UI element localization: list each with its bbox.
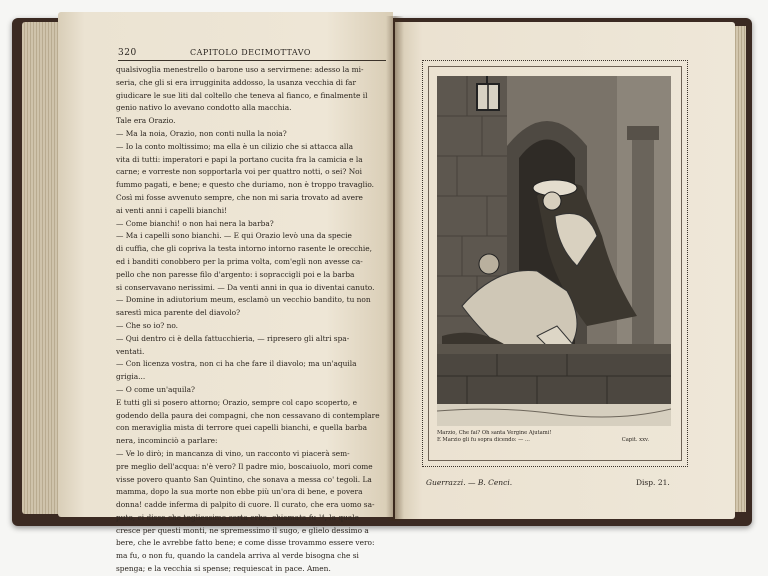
text-line: donna! cadde inferma di palpito di cuore. Il curato, che era uomo sa- <box>116 500 375 510</box>
chapter-title: CAPITOLO DECIMOTTAVO <box>190 48 311 57</box>
text-line: mamma, dopo la sua morte non ebbe più un'ora di bene, e povera <box>116 487 363 497</box>
footer-dispensa: Disp. 21. <box>636 478 670 487</box>
body-text <box>116 64 390 576</box>
text-line: con meraviglia mista di terrore quei capelli bianchi, e quella barba <box>116 423 367 433</box>
header-rule <box>118 60 386 61</box>
text-line: carne; e vorreste non sopportarla voi per quattro notti, o sei? Noi <box>116 167 362 177</box>
text-line: vita di tutti: imperatori e papi la portano cucita fra la camicia e la <box>116 154 363 164</box>
text-line: pre meglio dell'acqua: n'è vero? Il padre mio, boscaiuolo, mori come <box>116 461 373 471</box>
engraving-svg <box>437 76 671 426</box>
text-line: Così mi fosse avvenuto sempre, che non mi saria trovato ad avere <box>116 192 363 202</box>
text-line: — Che so io? no. <box>116 320 179 330</box>
text-line: puto, ci disse che togliessimo certa erba, chiamata fu ¹⁴, la quale <box>116 512 360 522</box>
text-line: — Ma la noia, Orazio, non conti nulla la noia? <box>116 128 287 138</box>
footer-author: Guerrazzi. — B. Cenci. <box>426 478 513 487</box>
text-line: seria, che gli si era irrugginita addosso, la usanza vecchia di far <box>116 77 356 87</box>
caption-text: Marzio, Che fai? Oh santa Vergine Ajutami! E Marzio gli fu sopra dicendo: — ... <box>437 430 552 443</box>
text-line: visse povero quanto San Quintino, che sonava a messa co' tegoli. La <box>116 474 372 484</box>
text-line: E tutti gli si posero attorno; Orazio, sempre col capo scoperto, e <box>116 397 357 407</box>
text-line: pello che non paresse filo d'argento: i sopraccigli poi e la barba <box>116 269 355 279</box>
text-line: Tale era Orazio. <box>116 116 176 126</box>
text-line: godendo della paura dei compagni, che non cessavano di contemplare <box>116 410 380 420</box>
caption-reference: Capit. xxv. <box>621 437 649 443</box>
text-line: nera, incominciò a parlare: <box>116 436 218 446</box>
text-line: si conservavano nerissimi. — Da venti anni in qua io diventai canuto. <box>116 282 375 292</box>
text-line: spenga; e la vecchia si spense; requiescat in pace. Amen. <box>116 564 331 574</box>
text-line: — Qui dentro ci è della fattucchieria, — ripresero gli altri spa- <box>116 333 350 343</box>
page-number: 320 <box>118 48 137 58</box>
illustration-caption <box>437 430 671 444</box>
text-line: grigia... <box>116 372 146 382</box>
text-line: ed i banditi conobbero per la prima volta, com'egli non avesse ca- <box>116 256 363 266</box>
text-line: — Come bianchi! o non hai nera la barba? <box>116 218 274 228</box>
text-line: ma fu, o non fu, quando la candela arriva al verde bisogna che si <box>116 551 359 561</box>
text-line: giudicare le sue liti dal coltello che teneva al fianco, e finalmente il <box>116 90 368 100</box>
text-line: bere, che le avrebbe fatto bene; e come disse trovammo essere vero: <box>116 538 375 548</box>
text-line: — Domine in adiutorium meum, esclamò un vecchio bandito, tu non <box>116 295 371 305</box>
text-line: cresce per questi monti, ne spremessimo il sugo, e glielo dessimo a <box>116 525 369 535</box>
text-line: ventati. <box>116 346 145 356</box>
text-line: — Ve lo dirò; in mancanza di vino, un racconto vi piacerà sem- <box>116 448 350 458</box>
text-line: qualsivoglia menestrello o barone uso a servirmene: adesso la mi- <box>116 65 364 74</box>
text-line: — Ma i capelli sono bianchi. — E qui Orazio levò una da specie <box>116 231 352 241</box>
text-line: ai venti anni i capelli bianchi! <box>116 205 228 215</box>
text-line: genio nativo lo avevano condotto alla macchia. <box>116 103 292 113</box>
text-line: sarestì mica parente del diavolo? <box>116 308 241 318</box>
engraving-illustration <box>437 76 671 426</box>
left-page-edges <box>22 22 62 514</box>
text-line: — Con licenza vostra, non ci ha che fare il diavolo; ma un'aquila <box>116 359 357 369</box>
text-line: — Io la conto moltissimo; ma ella è un cilizio che si attacca alla <box>116 141 354 151</box>
text-line: di cuffia, che gli copriva la testa intorno intorno rasente le orecchie, <box>116 244 373 254</box>
text-line: fummo pagati, e bene; e questo che duriamo, non è troppo travaglio. <box>116 180 375 190</box>
text-line: — O come un'aquila? <box>116 384 196 394</box>
